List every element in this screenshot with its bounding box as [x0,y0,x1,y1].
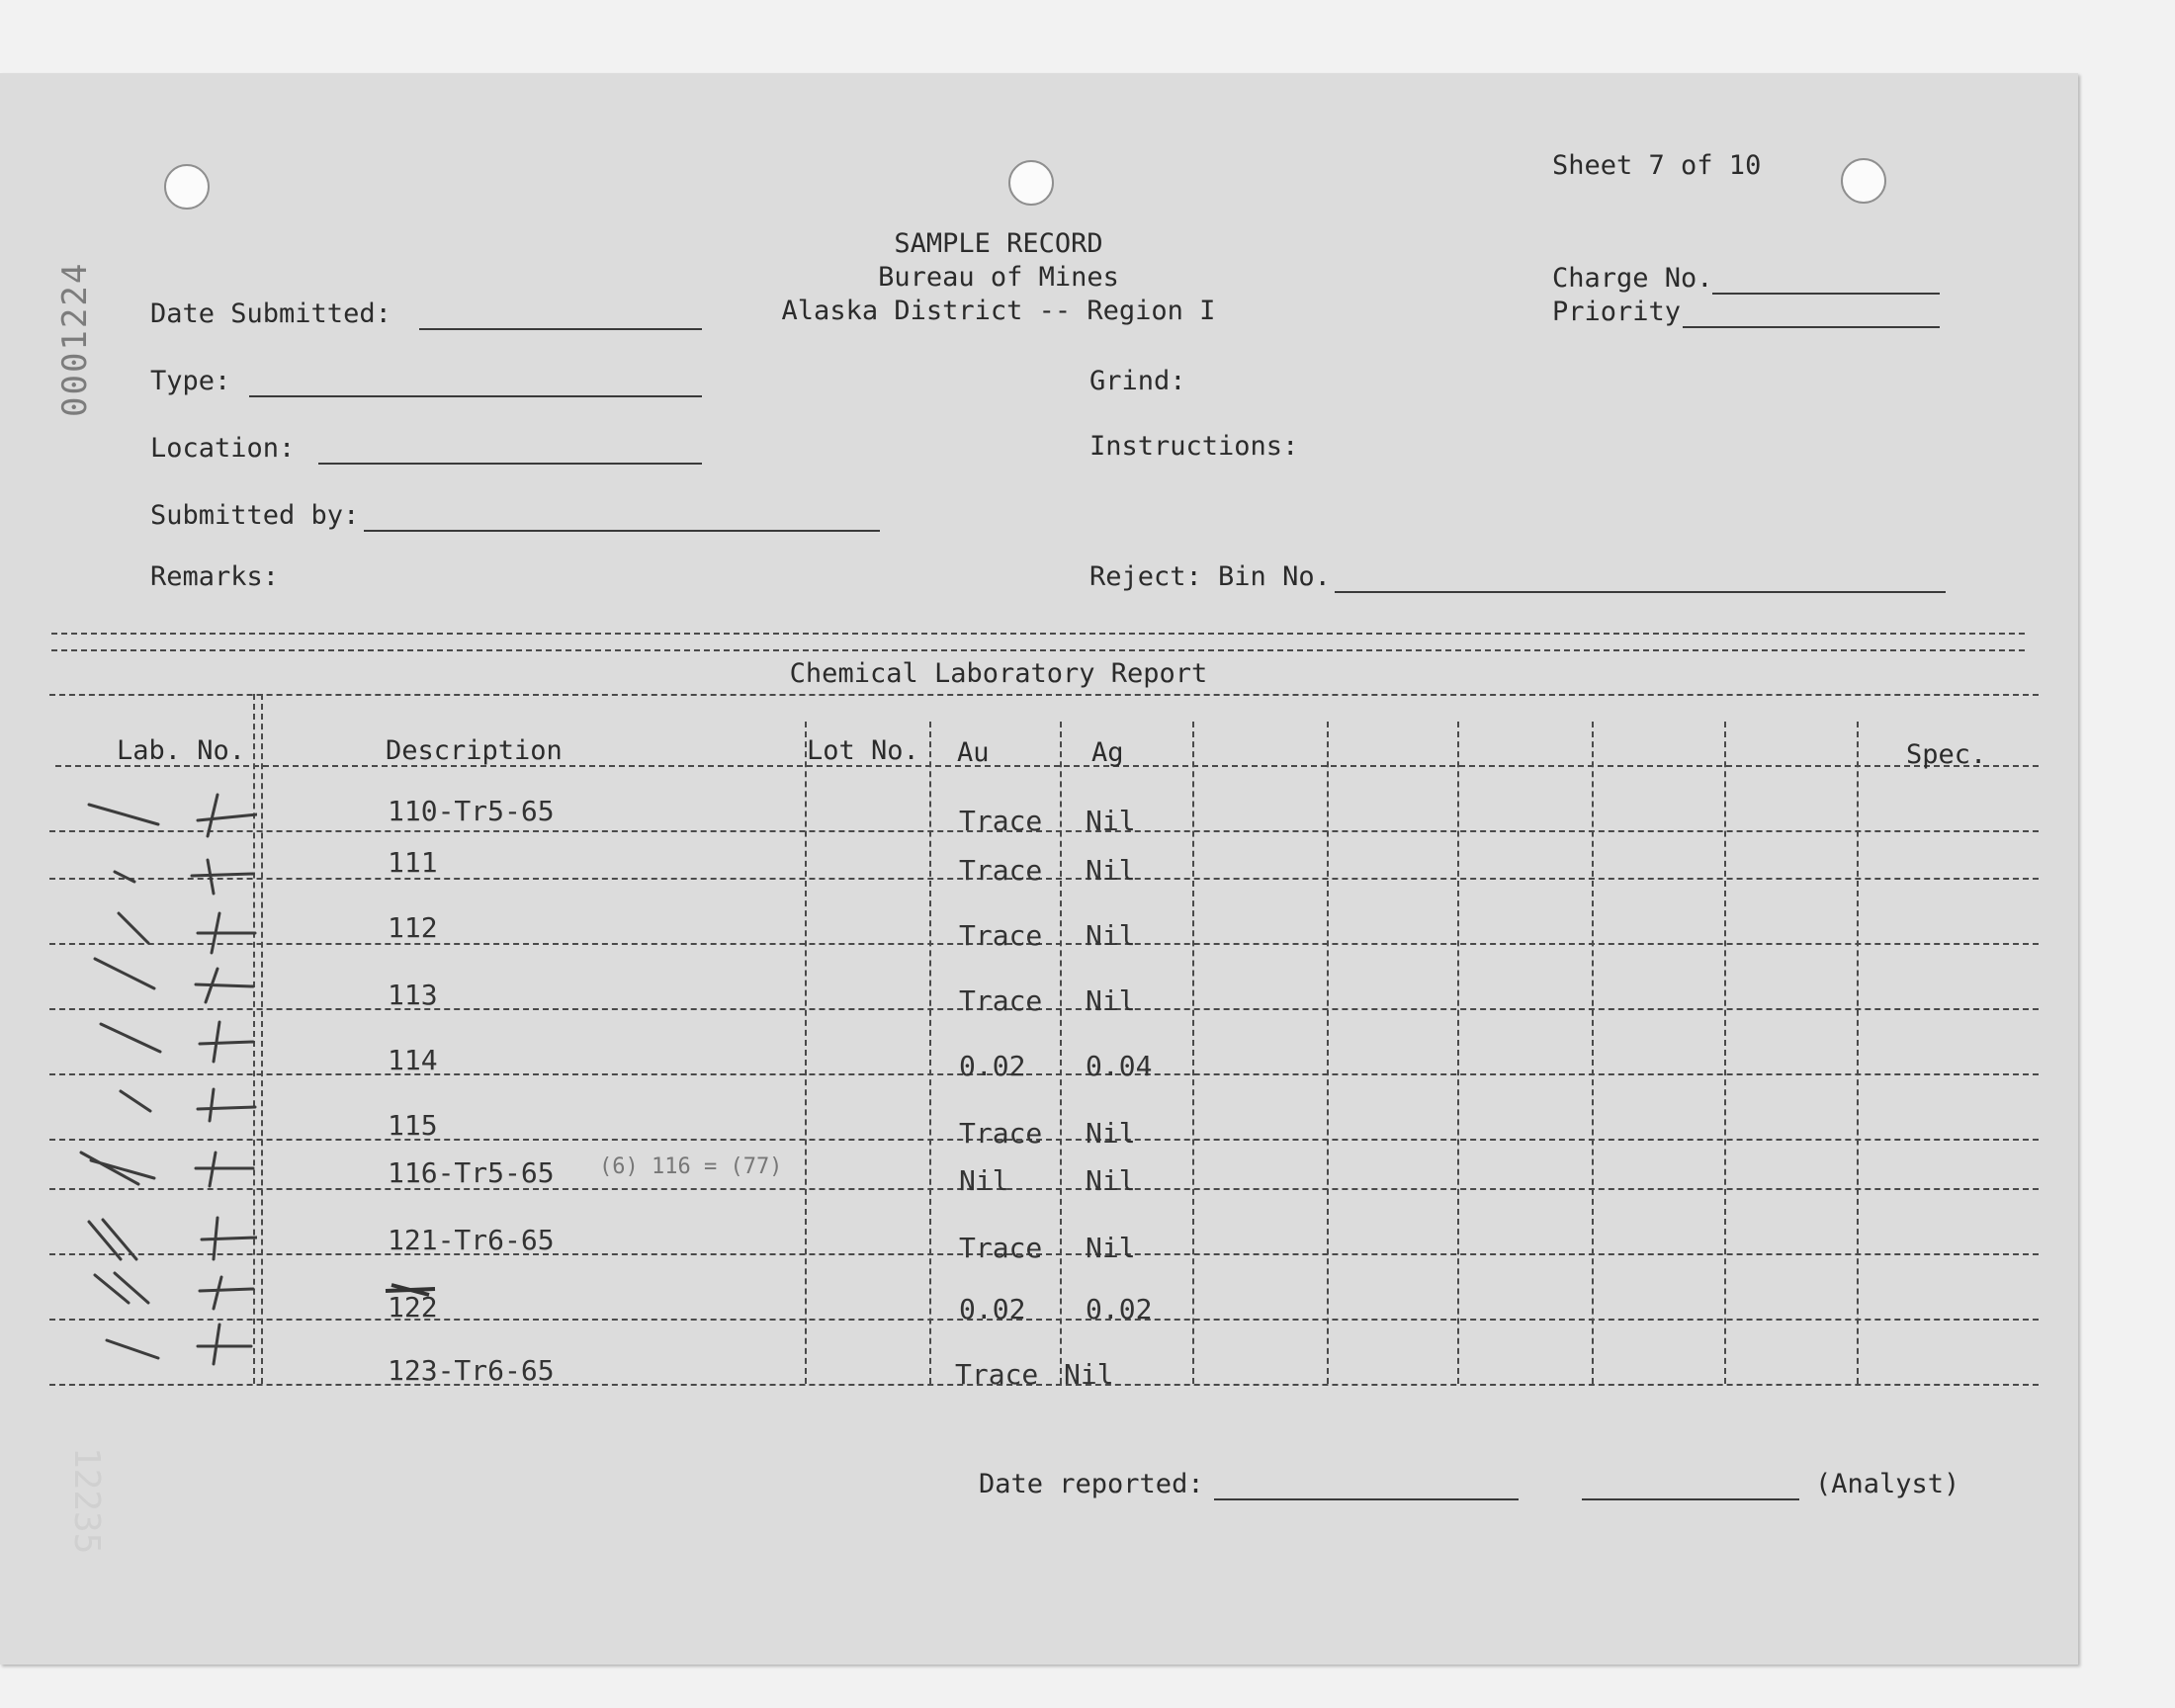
district-name: Alaska District -- Region I [781,296,1216,326]
col-divider [1592,722,1594,1384]
row-au: Trace [959,1117,1043,1150]
table-top-border [49,694,2039,696]
row-au: Trace [959,984,1043,1017]
location-line [318,463,702,465]
charge-no-label: Charge No. [1552,263,1713,294]
row-au: Trace [959,854,1043,887]
report-title: Chemical Laboratory Report [789,658,1208,689]
submitted-by-label: Submitted by: [150,500,360,531]
col-divider [929,722,931,1384]
row-description: 121-Tr6-65 [388,1224,555,1256]
priority-line [1683,326,1940,328]
table-header-border [55,765,2039,767]
row-line [49,878,2039,880]
row-line [49,1073,2039,1075]
punch-hole-center [1008,160,1054,206]
row-description: 112 [388,911,438,944]
punch-hole-right [1841,158,1886,204]
col-divider [1857,722,1859,1384]
row-description: 113 [388,979,438,1011]
reject-bin-label: Reject: Bin No. [1089,561,1331,592]
document-sheet [0,73,2078,1665]
punch-hole-left [164,164,210,210]
col-header-au: Au [957,737,990,768]
row-description: 115 [388,1109,438,1142]
row-au: 0.02 [959,1050,1026,1082]
row-line [49,1188,2039,1190]
row-line [49,1139,2039,1141]
priority-label: Priority [1552,297,1682,327]
date-submitted-line [419,328,702,330]
row-au: Nil [959,1164,1009,1197]
col-header-description: Description [386,735,563,766]
margin-note: (6) 116 = (77) [599,1154,783,1179]
col-header-ag: Ag [1091,737,1124,768]
submitted-by-line [364,530,880,532]
instructions-label: Instructions: [1089,431,1299,462]
ghost-print: 12235 [66,1447,107,1555]
type-line [249,395,702,397]
row-ag: Nil [1086,854,1136,887]
form-title: SAMPLE RECORD [894,228,1103,259]
row-description: 111 [388,846,438,879]
analyst-label: (Analyst) [1815,1469,1960,1499]
remarks-label: Remarks: [150,561,280,592]
row-line [49,1253,2039,1255]
row-line [49,1319,2039,1321]
charge-no-line [1712,293,1940,295]
check-marks-icon [59,765,257,1388]
row-line [49,830,2039,832]
separator-line-1 [51,633,2025,635]
sheet-number: Sheet 7 of 10 [1552,150,1762,181]
row-ag: 0.02 [1086,1293,1153,1325]
col-divider [1192,722,1194,1384]
grind-label: Grind: [1089,366,1186,396]
row-au: Trace [959,919,1043,952]
type-label: Type: [150,366,231,396]
row-ag: Nil [1086,805,1136,837]
col-divider [1724,722,1726,1384]
agency-name: Bureau of Mines [878,262,1119,293]
col-divider [1327,722,1329,1384]
row-ag: Nil [1086,919,1136,952]
row-ag: Nil [1086,1164,1136,1197]
date-submitted-label: Date Submitted: [150,299,392,329]
col-divider [261,694,263,1384]
row-description: 114 [388,1044,438,1076]
col-divider [1060,722,1062,1384]
col-divider [1457,722,1459,1384]
col-header-lot-no: Lot No. [807,735,919,766]
row-ag: Nil [1086,984,1136,1017]
row-au: Trace [959,1232,1043,1264]
col-divider [805,722,807,1384]
row-au: Trace [955,1358,1039,1391]
date-reported-line [1214,1498,1519,1500]
row-description: 110-Tr5-65 [388,795,555,827]
location-label: Location: [150,433,296,464]
col-header-lab-no: Lab. No. [117,735,246,766]
row-description: 116-Tr5-65 [388,1156,555,1189]
analyst-line [1582,1498,1799,1500]
reject-bin-line [1335,591,1946,593]
row-ag: Nil [1064,1358,1114,1391]
separator-line-2 [51,649,2025,651]
date-reported-label: Date reported: [979,1469,1204,1499]
row-description: 123-Tr6-65 [388,1354,555,1387]
row-au: Trace [959,805,1043,837]
row-au: 0.02 [959,1293,1026,1325]
row-ag: Nil [1086,1117,1136,1150]
row-ag: 0.04 [1086,1050,1153,1082]
row-ag: Nil [1086,1232,1136,1264]
row-line [49,1008,2039,1010]
table-bottom-border [49,1384,2039,1386]
row-description: 122 [388,1291,438,1324]
stamp-number: 0001224 [55,261,95,417]
row-line [49,943,2039,945]
col-header-spec: Spec. [1906,739,1987,770]
